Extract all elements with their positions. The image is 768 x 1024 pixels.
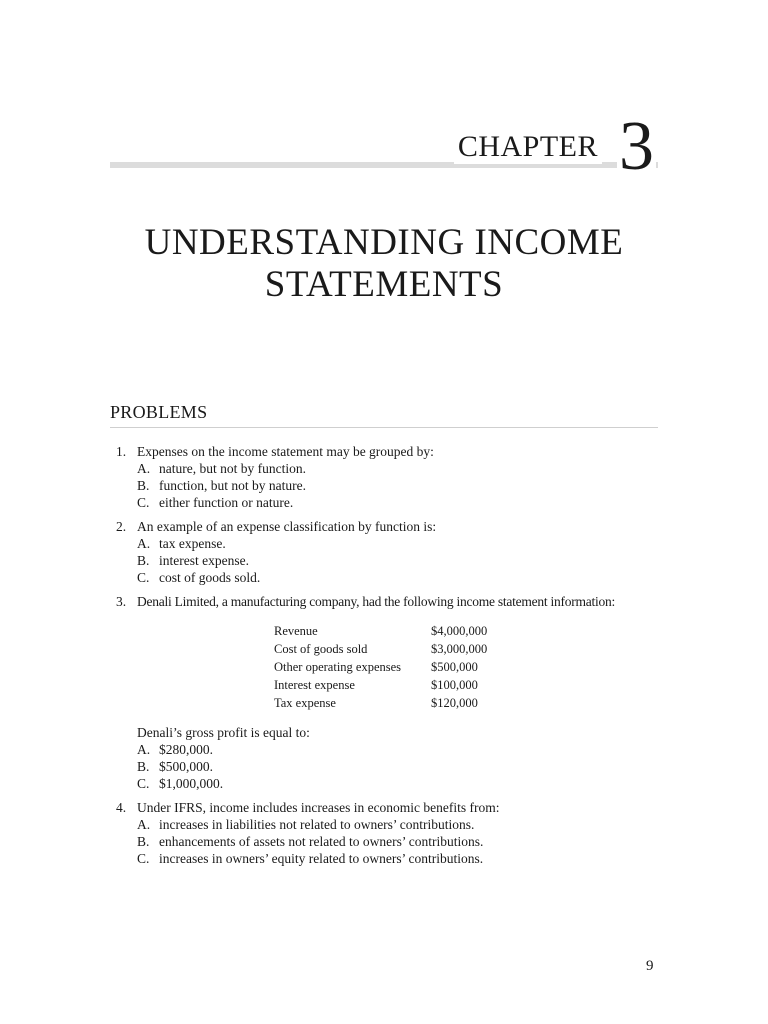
page-number: 9 bbox=[646, 958, 654, 974]
option-text: cost of goods sold. bbox=[159, 570, 261, 585]
option-text: $1,000,000. bbox=[159, 776, 224, 791]
option-text: interest expense. bbox=[159, 553, 249, 568]
answer-option bbox=[137, 494, 658, 511]
answer-option bbox=[137, 816, 658, 833]
question-number: 4. bbox=[116, 800, 127, 815]
option-letter: C. bbox=[137, 851, 150, 866]
row-value: $4,000,000 bbox=[431, 624, 488, 638]
question-4 bbox=[110, 799, 658, 867]
table-row bbox=[274, 658, 487, 676]
chapter-title-line: UNDERSTANDING INCOME bbox=[144, 222, 624, 263]
question-stem: Denali’s gross profit is equal to: bbox=[137, 725, 310, 740]
option-letter: A. bbox=[137, 817, 151, 832]
table-row bbox=[274, 640, 487, 658]
option-letter: C. bbox=[137, 495, 150, 510]
option-letter: C. bbox=[137, 570, 150, 585]
option-text: function, but not by nature. bbox=[159, 478, 306, 493]
question-2 bbox=[110, 518, 658, 586]
answer-option bbox=[137, 477, 658, 494]
option-letter: A. bbox=[137, 742, 151, 757]
chapter-number: 3 bbox=[619, 108, 654, 185]
answer-option bbox=[137, 775, 658, 792]
option-text: increases in liabilities not related to owners’ contributions. bbox=[159, 817, 475, 832]
option-letter: B. bbox=[137, 834, 150, 849]
row-label: Revenue bbox=[274, 624, 318, 638]
chapter-title bbox=[110, 222, 658, 306]
option-text: either function or nature. bbox=[159, 495, 294, 510]
option-letter: A. bbox=[137, 536, 151, 551]
row-value: $500,000 bbox=[431, 660, 478, 674]
chapter-header bbox=[110, 108, 658, 185]
table-row bbox=[274, 622, 487, 640]
answer-option bbox=[137, 552, 658, 569]
option-letter: B. bbox=[137, 553, 150, 568]
row-value: $120,000 bbox=[431, 696, 478, 710]
option-text: enhancements of assets not related to owners’ contributions. bbox=[159, 834, 484, 849]
question-number: 2. bbox=[116, 519, 127, 534]
row-value: $100,000 bbox=[431, 678, 478, 692]
answer-option bbox=[137, 741, 658, 758]
question-stem: Under IFRS, income includes increases in economic benefits from: bbox=[137, 800, 500, 815]
question-stem: Expenses on the income statement may be grouped by: bbox=[137, 444, 434, 459]
answer-option bbox=[137, 535, 658, 552]
option-text: $280,000. bbox=[159, 742, 213, 757]
answer-option bbox=[137, 460, 658, 477]
option-letter: B. bbox=[137, 759, 150, 774]
row-value: $3,000,000 bbox=[431, 642, 488, 656]
chapter-title-line: STATEMENTS bbox=[264, 264, 504, 305]
table-row bbox=[274, 694, 487, 712]
row-label: Cost of goods sold bbox=[274, 642, 368, 656]
option-text: tax expense. bbox=[159, 536, 226, 551]
answer-option bbox=[137, 569, 658, 586]
question-stem: An example of an expense classification by function is: bbox=[137, 519, 437, 534]
option-text: increases in owners’ equity related to owners’ contributions. bbox=[159, 851, 484, 866]
question-1 bbox=[110, 443, 658, 511]
row-label: Interest expense bbox=[274, 678, 355, 692]
option-letter: B. bbox=[137, 478, 150, 493]
problem-list bbox=[110, 443, 658, 874]
option-letter: C. bbox=[137, 776, 150, 791]
answer-option bbox=[137, 833, 658, 850]
answer-option bbox=[137, 758, 658, 775]
row-label: Other operating expenses bbox=[274, 660, 402, 674]
chapter-label: CHAPTER bbox=[454, 130, 602, 164]
answer-option bbox=[137, 850, 658, 867]
question-3 bbox=[110, 593, 658, 792]
option-text: $500,000. bbox=[159, 759, 213, 774]
question-number: 3. bbox=[116, 594, 127, 609]
question-stem: Denali Limited, a manufacturing company, had the following income statement information: bbox=[137, 594, 615, 609]
section-heading: PROBLEMS bbox=[110, 402, 658, 428]
table-row bbox=[274, 676, 487, 694]
option-letter: A. bbox=[137, 461, 151, 476]
question-number: 1. bbox=[116, 444, 127, 459]
income-statement-table bbox=[274, 622, 487, 712]
row-label: Tax expense bbox=[274, 696, 336, 710]
option-text: nature, but not by function. bbox=[159, 461, 306, 476]
